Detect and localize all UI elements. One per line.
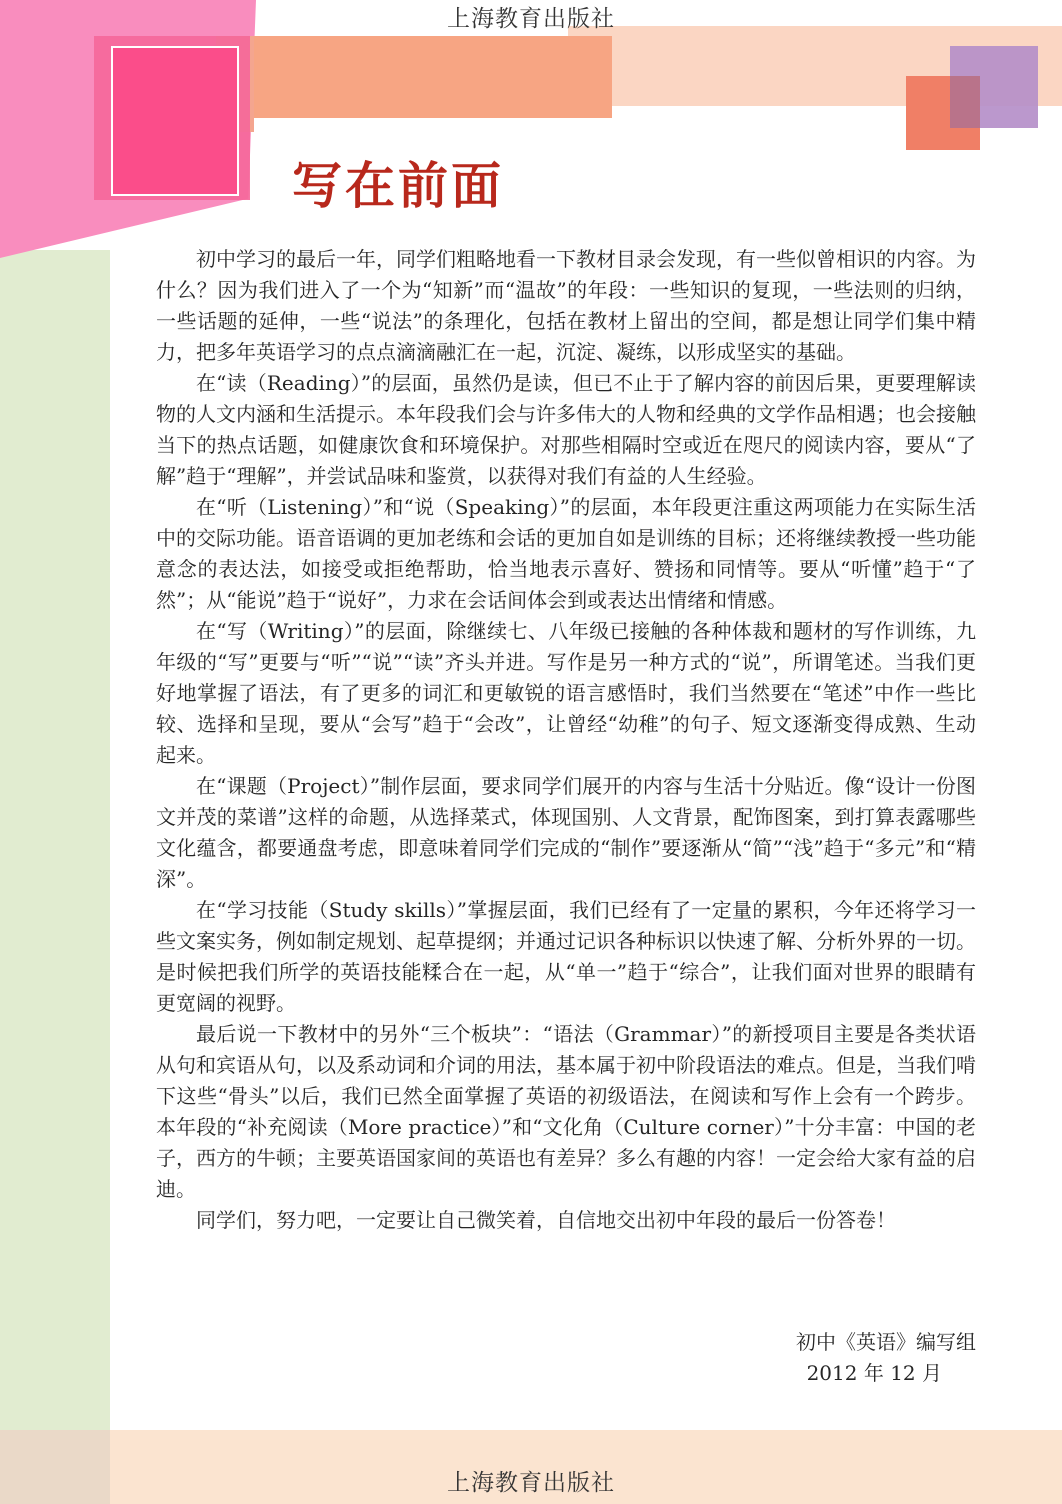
paragraph-writing: 在“写（Writing）”的层面，除继续七、八年级已接触的各种体裁和题材的写作训练，九年级的“写”更要与“听”“说”“读”齐头并进。写作是另一种方式的“说”，所谓笔述。当我们更好地掌握了语法，有了更多的词汇和更敏锐的语言感悟时，我们当然要在“笔述”中作一些比较、选择和呈现，要从“会写”趋于“会改”，让曾经“幼稚”的句子、短文逐渐变得成熟、生动起来。 [156, 619, 976, 767]
paragraph-listening-speaking: 在“听（Listening）”和“说（Speaking）”的层面，本年段更注重这两项能力在实际生活中的交际功能。语音语调的更加老练和会话的更加自如是训练的目标；还将继续教授一些功能意念的表达法，如接受或拒绝帮助，恰当地表示喜好、赞扬和同情等。要从“听懂”趋于“了然”；从“能说”趋于“说好”，力求在会话间体会到或表达出情绪和情感。 [156, 495, 976, 612]
footer-publisher: 上海教育出版社 [447, 1470, 615, 1496]
left-decor-band [0, 250, 110, 1504]
paragraph-project: 在“课题（Project）”制作层面，要求同学们展开的内容与生活十分贴近。像“设计一份图文并茂的菜谱”这样的命题，从选择菜式，体现国别、人文背景，配饰图案，到打算表露哪些文化蕴含，都要通盘考虑，即意味着同学们完成的“制作”要逐渐从“简”“浅”趋于“多元”和“精深”。 [156, 774, 976, 891]
paragraph-other-sections: 最后说一下教材中的另外“三个板块”：“语法（Grammar）”的新授项目主要是各类状语从句和宾语从句，以及系动词和介词的用法，基本属于初中阶段语法的难点。但是，当我们啃下这些“骨头”以后，我们已然全面掌握了英语的初级语法，在阅读和写作上会有一个跨步。本年段的“补充阅读（More practice）”和“文化角（Culture corner）”十分丰富：中国的老子，西方的牛顿；主要英语国家间的英语也有差异？多么有趣的内容！一定会给大家有益的启迪。 [156, 1022, 976, 1201]
paragraph-closing: 同学们，努力吧，一定要让自己微笑着，自信地交出初中年段的最后一份答卷！ [196, 1208, 896, 1232]
framed-pink-decor-square [111, 46, 239, 196]
page-title: 写在前面 [292, 157, 504, 215]
salmon-decor-band [216, 36, 612, 118]
header-publisher: 上海教育出版社 [447, 6, 615, 32]
paragraph-intro: 初中学习的最后一年，同学们粗略地看一下教材目录会发现，有一些似曾相识的内容。为什么？因为我们进入了一个为“知新”而“温故”的年段：一些知识的复现，一些法则的归纳，一些话题的延伸，一些“说法”的条理化，包括在教材上留出的空间，都是想让同学们集中精力，把多年英语学习的点点滴滴融汇在一起，沉淀、凝练，以形成坚实的基础。 [156, 247, 976, 364]
paragraph-reading: 在“读（Reading）”的层面，虽然仍是读，但已不止于了解内容的前因后果，更要理解读物的人文内涵和生活提示。本年段我们会与许多伟大的人物和经典的文学作品相遇；也会接触当下的热点话题，如健康饮食和环境保护。对那些相隔时空或近在咫尺的阅读内容，要从“了解”趋于“理解”，并尝试品味和鉴赏，以获得对我们有益的人生经验。 [156, 371, 976, 488]
preface-body [156, 244, 976, 1236]
paragraph-study-skills: 在“学习技能（Study skills）”掌握层面，我们已经有了一定量的累积，今年还将学习一些文案实务，例如制定规划、起草提纲；并通过记识各种标识以快速了解、分析外界的一切。是时候把我们所学的英语技能糅合在一起，从“单一”趋于“综合”，让我们面对世界的眼睛有更宽阔的视野。 [156, 898, 976, 1015]
overlap-decor-square [950, 76, 980, 128]
signature-date: 2012 年 12 月 [806, 1361, 942, 1385]
signature-block [676, 1327, 976, 1389]
signature-author: 初中《英语》编写组 [796, 1330, 976, 1354]
